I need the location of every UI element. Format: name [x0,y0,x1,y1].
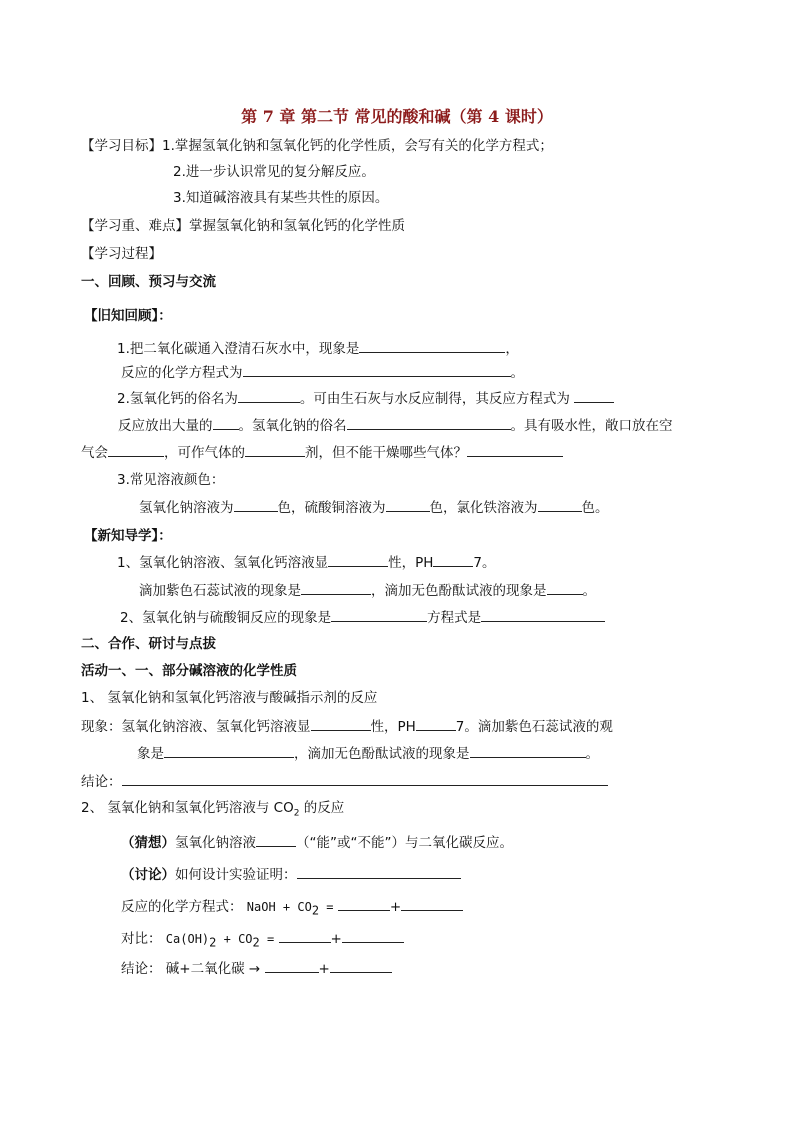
review-2b-blank-2[interactable] [347,415,511,430]
review-2b-text-2: 。氢氧化钠的俗名 [238,418,347,434]
compare-equals: = [259,932,275,946]
a1-phenomenon-b-text-3: 。 [585,746,599,762]
a1-phenomenon-text: 现象：氢氧化钠溶液、氢氧化钙溶液显 [81,719,311,735]
new-item-2 [120,607,605,628]
compare-blank-2[interactable] [342,928,404,943]
review-item-1 [117,338,519,359]
equation-1-sub: 2 [311,903,320,918]
guess-blank[interactable] [256,832,296,847]
discuss-text: 如何设计实验证明： [175,867,297,883]
compare-lhs-2: + CO [216,932,253,946]
review-item-3b [139,497,609,518]
a1-phenomenon-b-text-2: ，滴加无色酚酞试液的现象是 [294,746,470,762]
guess-text-2: （“能”或“不能”）与二氧化碳反应。 [296,835,513,851]
activity-item-1-conclusion [81,771,608,792]
equation-1-lhs: NaOH + CO [246,900,312,914]
new-2-blank-2[interactable] [481,607,605,622]
review-2-blank-b[interactable] [574,388,614,403]
review-2c-text-2: ，可作气体的 [164,445,245,461]
a2-text: 2、 氢氧化钠和氢氧化钙溶液与 CO [81,800,294,816]
review-1b-blank[interactable] [243,362,511,377]
a1-phenomenon-text-3: 7。滴加紫色石蕊试液的观 [455,719,613,735]
a1-conclusion-label: 结论： [81,774,122,790]
review-2-blank-a[interactable] [238,388,300,403]
page-title: 第 7 章 第二节 常见的酸和碱（第 4 课时） [241,107,553,126]
a1-phenomenon-b-blank-2[interactable] [470,743,586,758]
review-3b-blank-3[interactable] [538,497,582,512]
new-item-1 [117,552,495,573]
equation-line-3 [121,958,392,979]
review-2c-blank-3[interactable] [467,442,563,457]
review-2c-blank[interactable] [108,442,164,457]
review-2c-blank-2[interactable] [245,442,305,457]
a1-phenomenon-blank-2[interactable] [416,716,456,731]
a1-phenomenon-blank[interactable] [311,716,371,731]
review-2c-text: 气会 [81,445,108,461]
compare-lhs: Ca(OH) [165,932,210,946]
review-3b-blank-2[interactable] [386,497,430,512]
new-2-text: 2、氢氧化钠与硫酸铜反应的现象是 [120,610,332,626]
process-label: 【学习过程】 [81,246,162,262]
equation-line-2 [121,928,404,949]
review-1-blank[interactable] [359,338,505,353]
final-blank-1[interactable] [265,958,319,973]
discuss-label: （讨论） [121,867,175,883]
new-1-blank[interactable] [328,552,388,567]
a1-phenomenon-b-blank[interactable] [164,743,294,758]
a1-phenomenon-text-2: 性，PH [370,719,416,735]
review-2c-text-3: 剂，但不能干燥哪些气体？ [305,445,467,461]
compare-sub-2: 2 [252,935,260,950]
equation-1-equals: = [319,900,334,914]
review-3b-text-2: 色，硫酸铜溶液为 [277,500,386,516]
new-1-blank-2[interactable] [433,552,473,567]
a2-text-end: 的反应 [299,800,345,816]
final-plus: + [318,961,330,977]
review-item-2c [81,442,563,463]
section-2-heading: 二、合作、研讨与点拔 [81,636,216,652]
final-conclusion-label: 结论： [121,961,162,977]
new-1b-text-2: ，滴加无色酚酞试液的现象是 [371,583,547,599]
goal-1: 1.掌握氢氧化钠和氢氧化钙的化学性质，会写有关的化学方程式； [162,138,553,154]
new-1-text: 1、氢氧化钠溶液、氢氧化钙溶液显 [117,555,329,571]
activity-item-2 [81,798,344,818]
guess-text: 氢氧化钠溶液 [175,835,256,851]
guess-label: （猜想） [121,835,175,851]
a1-conclusion-blank[interactable] [122,771,608,786]
new-1-text-2: 性，PH [388,555,434,571]
new-1b-text: 滴加紫色石蕊试液的现象是 [139,583,301,599]
review-2-text-b: 。可由生石灰与水反应制得，其反应方程式为 [299,391,570,407]
review-3b-text-4: 色。 [581,500,609,516]
new-2-blank[interactable] [331,607,427,622]
review-3b-text-3: 色，氯化铁溶液为 [429,500,538,516]
key-points-text: 掌握氢氧化钠和氢氧化钙的化学性质 [189,218,405,234]
activity-item-1-phenomenon-b [137,743,599,764]
new-knowledge-label: 【新知导学】： [84,528,172,544]
new-1b-blank-2[interactable] [547,580,583,595]
activity-item-1: 1、 氢氧化钠和氢氧化钙溶液与酸碱指示剂的反应 [81,690,378,706]
new-2-text-2: 方程式是 [427,610,482,626]
review-item-2b [118,415,673,436]
review-1-text: 1.把二氧化碳通入澄清石灰水中，现象是 [117,341,360,357]
new-item-1b [139,580,596,601]
a1-phenomenon-b-text: 象是 [137,746,164,762]
review-2b-text: 反应放出大量的 [118,418,213,434]
goal-2: 2.进一步认识常见的复分解反应。 [173,164,375,180]
compare-blank-1[interactable] [279,928,331,943]
goal-3: 3.知道碱溶液具有某些共性的原因。 [173,190,389,206]
review-3b-text-1: 氢氧化钠溶液为 [139,500,234,516]
goal-line-1 [81,136,553,156]
discuss-blank[interactable] [297,864,461,879]
review-3b-blank-1[interactable] [234,497,278,512]
final-blank-2[interactable] [330,958,392,973]
equation-1-label: 反应的化学方程式： [121,899,243,915]
activity-1-heading: 活动一、一、部分碱溶液的化学性质 [81,663,297,679]
goals-label: 【学习目标】 [81,138,162,154]
review-1-comma: ， [505,341,519,357]
section-1-heading: 一、回顾、预习与交流 [81,274,216,290]
review-1b-period: 。 [510,365,524,381]
review-item-2 [117,388,614,409]
compare-plus: + [330,931,342,947]
review-1b-text: 反应的化学方程式为 [121,365,243,381]
key-points [81,216,405,236]
activity-item-1-phenomenon [81,716,613,737]
discuss-line [121,864,461,885]
review-item-1b [121,362,524,383]
guess-line [121,832,513,853]
review-2b-text-3: 。具有吸水性，敞口放在空 [510,418,673,434]
compare-label: 对比： [121,931,162,947]
review-item-3: 3.常见溶液颜色： [117,472,225,488]
new-1-text-3: 7。 [473,555,496,571]
review-2b-blank[interactable] [213,415,239,430]
review-2-text: 2.氢氧化钙的俗名为 [117,391,238,407]
equation-1-blank-2[interactable] [401,896,463,911]
final-conclusion-text: 碱+二氧化碳 → [165,961,261,977]
a2-sub: 2 [293,808,300,819]
new-1b-text-3: 。 [582,583,596,599]
equation-line-1 [121,896,463,917]
new-1b-blank[interactable] [301,580,371,595]
key-points-label: 【学习重、难点】 [81,218,189,234]
equation-1-plus: + [389,899,402,915]
compare-sub-1: 2 [209,935,217,950]
review-label: 【旧知回顾】： [84,308,172,324]
equation-1-blank-1[interactable] [338,896,390,911]
